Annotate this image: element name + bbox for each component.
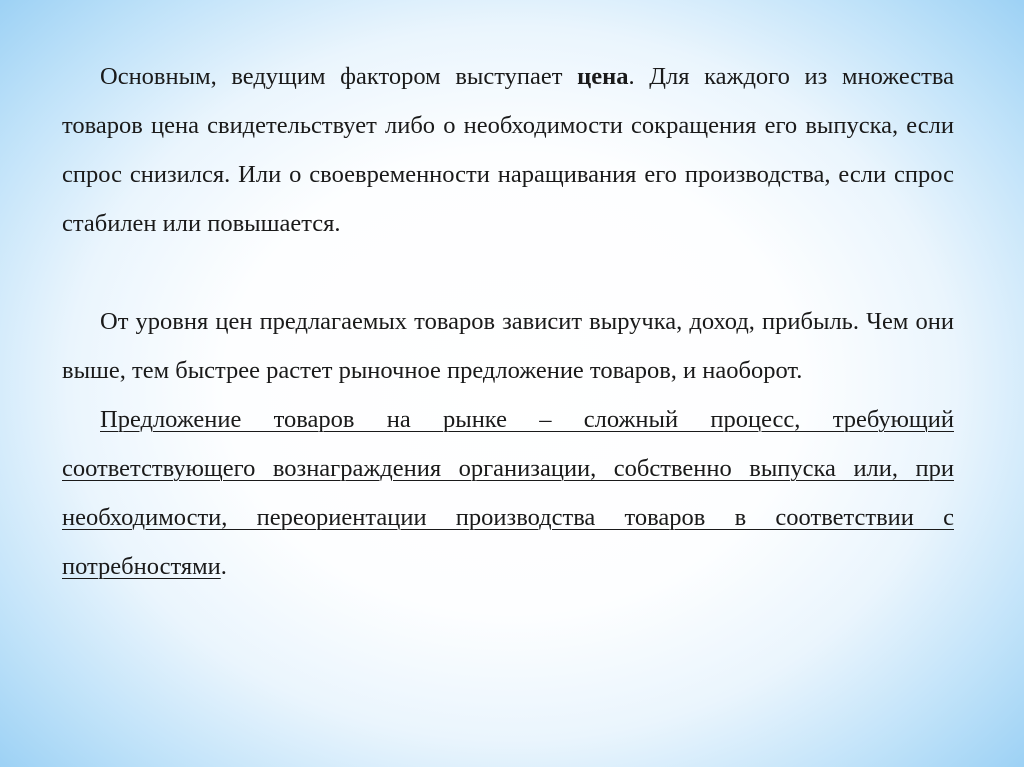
paragraph-price-lead: Основным, ведущим фактором выступает [100, 63, 578, 90]
paragraph-supply-process [62, 395, 954, 591]
slide-text-body [62, 52, 954, 591]
supply-process-end: . [220, 553, 227, 580]
paragraph-price-factor [62, 52, 954, 248]
paragraph-price-rest: . Для каждого из множества товаров цена свидетельствует либо о необходимости сокращения его выпуска, если спрос снизился. Или о своевременности наращивания его производства, если спрос стабилен или повышается. [62, 63, 954, 237]
paragraph-spacer [62, 248, 954, 297]
price-emphasis: цена [577, 63, 629, 90]
paragraph-price-level: От уровня цен предлагаемых товаров зависит выручка, доход, прибыль. Чем они выше, тем быстрее растет рыночное предложение товаров, и наоборот. [62, 308, 954, 384]
supply-process-underlined: Предложение товаров на рынке – сложный процесс, требующий соответствующего вознаграждения организации, собственно выпуска или, при необходимости, переориентации производства товаров в соответствии с потребностями [62, 406, 954, 580]
